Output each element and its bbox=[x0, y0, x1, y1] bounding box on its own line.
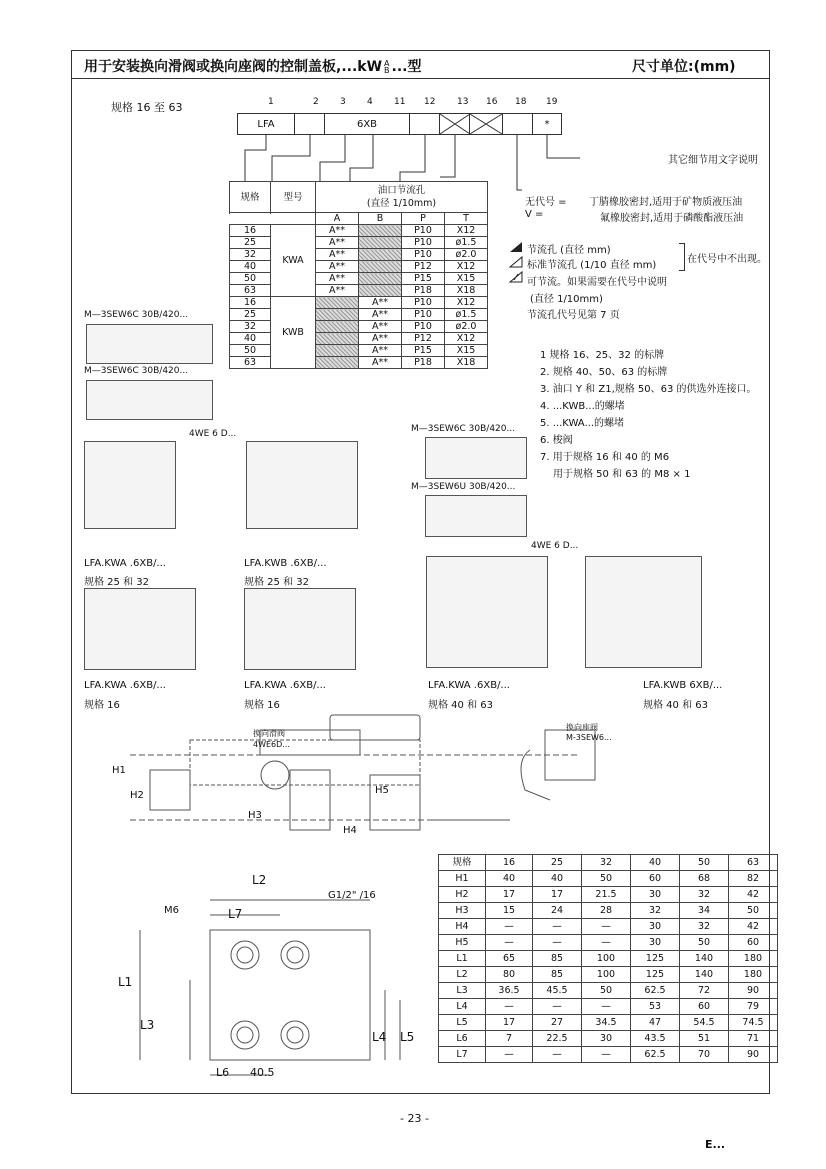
th-col-a: A bbox=[316, 213, 359, 225]
code-position-number: 18 bbox=[515, 97, 527, 107]
code-cell-size: 50 bbox=[230, 345, 271, 357]
dim-cell: 30 bbox=[631, 919, 680, 935]
seal-none-key: 无代号 = bbox=[525, 197, 567, 208]
code-cell-size: 16 bbox=[230, 297, 271, 309]
dim-cell: 17 bbox=[533, 887, 582, 903]
seal-none-value: 丁腈橡胶密封,适用于矿物质液压油 bbox=[589, 197, 743, 208]
schematic-m3sew-u bbox=[425, 495, 527, 537]
dim-table-row bbox=[439, 1047, 778, 1063]
code-cell-p: P12 bbox=[402, 261, 445, 273]
seat-valve-label: 换向座阀 bbox=[566, 723, 598, 732]
dim-cell: 79 bbox=[729, 999, 778, 1015]
code-position-number: 2 bbox=[313, 97, 319, 107]
th-col-t: T bbox=[445, 213, 488, 225]
dim-cell: — bbox=[582, 1047, 631, 1063]
dim-table-row bbox=[439, 967, 778, 983]
dim-cell: 42 bbox=[729, 887, 778, 903]
label-m3sew-u: M—3SEW6U 30B/420... bbox=[411, 482, 516, 492]
label-lfa-kwa-1: LFA.KWA .6XB/... bbox=[84, 558, 166, 569]
th-col-b: B bbox=[359, 213, 402, 225]
dim-cell: 50 bbox=[582, 983, 631, 999]
code-cell-b bbox=[359, 237, 402, 249]
dim-cell: — bbox=[533, 1047, 582, 1063]
code-cell-size: 50 bbox=[230, 273, 271, 285]
dim-cell: 34 bbox=[680, 903, 729, 919]
label-lfa-kwb-2: LFA.KWB 6XB/... bbox=[643, 680, 723, 691]
code-table-row bbox=[230, 345, 488, 357]
code-cell-t: X12 bbox=[445, 261, 488, 273]
dim-cell: 32 bbox=[680, 887, 729, 903]
legend-adjustable-sub: (直径 1/10mm) bbox=[530, 294, 603, 305]
label-lfa-kwa-3: LFA.KWA .6XB/... bbox=[244, 680, 326, 691]
dim-cell: — bbox=[582, 935, 631, 951]
code-cell-a: A** bbox=[316, 249, 359, 261]
dim-table-row bbox=[439, 871, 778, 887]
dim-cell: 30 bbox=[631, 935, 680, 951]
dim-cell: 60 bbox=[631, 871, 680, 887]
dim-cell: 85 bbox=[533, 951, 582, 967]
legend-bracket bbox=[679, 243, 685, 271]
label-lfa-kwa-4: LFA.KWA .6XB/... bbox=[428, 680, 510, 691]
th-type: 型号 bbox=[271, 182, 316, 213]
dim-cell: — bbox=[486, 999, 533, 1015]
schematic-kwb-40-63 bbox=[585, 556, 702, 668]
code-cell-a bbox=[316, 333, 359, 345]
dim-cell: 74.5 bbox=[729, 1015, 778, 1031]
code-cell-size: 25 bbox=[230, 237, 271, 249]
code-cell-t: X18 bbox=[445, 357, 488, 369]
dim-cell: 140 bbox=[680, 951, 729, 967]
schematic-kwa-25-32 bbox=[84, 441, 176, 529]
dim-cell: L1 bbox=[439, 951, 486, 967]
dim-cell: H3 bbox=[439, 903, 486, 919]
code-cell-t: X12 bbox=[445, 297, 488, 309]
code-table-row bbox=[230, 237, 488, 249]
code-cell-b bbox=[359, 273, 402, 285]
note-6: 6. 梭阀 bbox=[540, 435, 573, 446]
dim-cell: H1 bbox=[439, 871, 486, 887]
dim-cell: 70 bbox=[680, 1047, 729, 1063]
unit-label: 尺寸单位:(mm) bbox=[632, 59, 736, 75]
code-cell-p: P10 bbox=[402, 237, 445, 249]
slide-valve-label: 换向滑阀 bbox=[253, 729, 285, 738]
dim-cell: L5 bbox=[439, 1015, 486, 1031]
dim-cell: 24 bbox=[533, 903, 582, 919]
code-cell-t: X15 bbox=[445, 345, 488, 357]
dim-cell: 32 bbox=[631, 903, 680, 919]
note-2: 2. 规格 40、50、63 的标牌 bbox=[540, 367, 668, 378]
dim-table-row bbox=[439, 983, 778, 999]
dim-table-row bbox=[439, 1031, 778, 1047]
dim-cell: 53 bbox=[631, 999, 680, 1015]
dim-cell: L4 bbox=[439, 999, 486, 1015]
dim-h4: H4 bbox=[343, 825, 357, 836]
dim-cell: 17 bbox=[486, 1015, 533, 1031]
dim-cell: 36.5 bbox=[486, 983, 533, 999]
code-table-row bbox=[230, 309, 488, 321]
code-cell-size: 32 bbox=[230, 321, 271, 333]
dim-cell: 90 bbox=[729, 983, 778, 999]
dim-header-cell: 40 bbox=[631, 855, 680, 871]
dimension-table bbox=[438, 854, 778, 1063]
dim-cell: 85 bbox=[533, 967, 582, 983]
dim-cell: 34.5 bbox=[582, 1015, 631, 1031]
dim-cell: — bbox=[486, 935, 533, 951]
code-position-number: 1 bbox=[268, 97, 274, 107]
dim-cell: 7 bbox=[486, 1031, 533, 1047]
label-4we6d-1: 4WE 6 D... bbox=[189, 429, 237, 439]
orifice-code-table bbox=[229, 181, 488, 369]
label-m3sew-2: M—3SEW6C 30B/420... bbox=[84, 366, 189, 376]
note-3: 3. 油口 Y 和 Z1,规格 50、63 的供选外连接口。 bbox=[540, 384, 757, 395]
code-cell-a bbox=[316, 345, 359, 357]
dim-cell: L3 bbox=[439, 983, 486, 999]
code-cell-size: 63 bbox=[230, 285, 271, 297]
code-cell-p: P18 bbox=[402, 357, 445, 369]
dim-header-cell: 63 bbox=[729, 855, 778, 871]
dim-cell: 65 bbox=[486, 951, 533, 967]
th-orifice: 油口节流孔 (直径 1/10mm) bbox=[316, 182, 488, 213]
code-cell-p: P15 bbox=[402, 345, 445, 357]
code-cell-size: 63 bbox=[230, 357, 271, 369]
note-7b: 用于规格 50 和 63 的 M8 × 1 bbox=[553, 469, 691, 480]
th-col-p: P bbox=[402, 213, 445, 225]
other-details-note: 其它细节用文字说明 bbox=[668, 155, 758, 166]
dim-h3: H3 bbox=[248, 810, 262, 821]
code-cell-size: 32 bbox=[230, 249, 271, 261]
dim-h1: H1 bbox=[112, 765, 126, 776]
code-cell-p: P10 bbox=[402, 249, 445, 261]
dim-l4: L4 bbox=[372, 1030, 387, 1044]
dim-cell: 54.5 bbox=[680, 1015, 729, 1031]
dim-table-row bbox=[439, 999, 778, 1015]
dim-cell: — bbox=[533, 999, 582, 1015]
code-type-kwa: KWA bbox=[271, 225, 316, 297]
dim-l1: L1 bbox=[118, 975, 133, 989]
code-cell-size: 40 bbox=[230, 261, 271, 273]
schematic-kwa-40-63 bbox=[426, 556, 548, 668]
dim-cell: 17 bbox=[486, 887, 533, 903]
dim-cell: 125 bbox=[631, 951, 680, 967]
label-size-16-a: 规格 16 bbox=[84, 700, 120, 711]
dim-cell: 32 bbox=[680, 919, 729, 935]
code-cell-a bbox=[316, 297, 359, 309]
dim-l7: L7 bbox=[228, 907, 243, 921]
plan-view-drawing bbox=[120, 870, 440, 1090]
code-cell-a: A** bbox=[316, 237, 359, 249]
label-size-25-32-b: 规格 25 和 32 bbox=[244, 577, 309, 588]
orifice-icon bbox=[510, 242, 522, 252]
dim-table-row bbox=[439, 951, 778, 967]
label-lfa-kwa-2: LFA.KWA .6XB/... bbox=[84, 680, 166, 691]
code-cell-size: 40 bbox=[230, 333, 271, 345]
dim-cell: 45.5 bbox=[533, 983, 582, 999]
code-cell-t: ø2.0 bbox=[445, 321, 488, 333]
dim-cell: H4 bbox=[439, 919, 486, 935]
label-m3sew-3: M—3SEW6C 30B/420... bbox=[411, 424, 516, 434]
standard-orifice-icon bbox=[510, 257, 522, 267]
code-cell-b: A** bbox=[359, 357, 402, 369]
code-cell-t: X12 bbox=[445, 225, 488, 237]
page-title: 用于安装换向滑阀或换向座阀的控制盖板,...kW A B ...型 bbox=[84, 59, 422, 75]
dim-table-row bbox=[439, 919, 778, 935]
code-position-number: 4 bbox=[367, 97, 373, 107]
code-cell-t: X12 bbox=[445, 333, 488, 345]
code-table-row bbox=[230, 357, 488, 369]
dim-cell: — bbox=[582, 999, 631, 1015]
dim-cell: 28 bbox=[582, 903, 631, 919]
dim-table-row bbox=[439, 935, 778, 951]
code-cell-a bbox=[316, 321, 359, 333]
note-7: 7. 用于规格 16 和 40 的 M6 bbox=[540, 452, 670, 463]
schematic-kwa-16-a bbox=[84, 588, 196, 670]
label-size-16-b: 规格 16 bbox=[244, 700, 280, 711]
code-box-6xb: 6XB bbox=[324, 113, 410, 135]
dim-cell: 68 bbox=[680, 871, 729, 887]
code-cell-b bbox=[359, 261, 402, 273]
legend-bracket-note: 在代号中不出现。 bbox=[687, 254, 767, 265]
code-cell-a: A** bbox=[316, 261, 359, 273]
code-cell-b: A** bbox=[359, 345, 402, 357]
label-4we6d-2: 4WE 6 D... bbox=[531, 541, 579, 551]
legend-code-ref: 节流孔代号见第 7 页 bbox=[527, 310, 620, 321]
dim-cell: 180 bbox=[729, 967, 778, 983]
dim-cell: 50 bbox=[582, 871, 631, 887]
dim-cell: 72 bbox=[680, 983, 729, 999]
dim-header-cell: 50 bbox=[680, 855, 729, 871]
dim-header-cell: 16 bbox=[486, 855, 533, 871]
dim-cell: 42 bbox=[729, 919, 778, 935]
seal-v-key: V = bbox=[525, 209, 544, 220]
code-cell-b: A** bbox=[359, 309, 402, 321]
label-size-40-63-a: 规格 40 和 63 bbox=[428, 700, 493, 711]
dim-cell: 21.5 bbox=[582, 887, 631, 903]
code-cell-t: X15 bbox=[445, 273, 488, 285]
legend-standard-orifice: 标准节流孔 (1/10 直径 mm) bbox=[527, 260, 657, 271]
code-cell-size: 16 bbox=[230, 225, 271, 237]
code-table-row bbox=[230, 261, 488, 273]
dim-cell: L7 bbox=[439, 1047, 486, 1063]
code-cell-p: P15 bbox=[402, 273, 445, 285]
seat-valve-code: M-3SEW6... bbox=[566, 733, 612, 742]
code-cell-b: A** bbox=[359, 297, 402, 309]
code-cell-t: ø2.0 bbox=[445, 249, 488, 261]
dim-h5: H5 bbox=[375, 785, 389, 796]
note-1: 1 规格 16、25、32 的标牌 bbox=[540, 350, 665, 361]
page-number: - 23 - bbox=[400, 1112, 429, 1125]
legend-adjustable: 可节流。如果需要在代号中说明 bbox=[527, 277, 667, 288]
dim-cell: — bbox=[533, 935, 582, 951]
dim-cell: — bbox=[582, 919, 631, 935]
th-size: 规格 bbox=[230, 182, 271, 213]
code-cell-b: A** bbox=[359, 321, 402, 333]
dim-l2: L2 bbox=[252, 873, 267, 887]
dim-g12: G1/2" /16 bbox=[328, 890, 376, 901]
dim-cell: 180 bbox=[729, 951, 778, 967]
slide-valve-code: 4WE6D... bbox=[253, 740, 290, 749]
note-5: 5. ...KWA...的螺堵 bbox=[540, 418, 624, 429]
code-cell-b bbox=[359, 285, 402, 297]
footer-mark: E... bbox=[705, 1138, 726, 1151]
size-range-label: 规格 16 至 63 bbox=[111, 101, 183, 114]
code-cell-size: 25 bbox=[230, 309, 271, 321]
dim-cell: 62.5 bbox=[631, 1047, 680, 1063]
dim-header-cell: 25 bbox=[533, 855, 582, 871]
schematic-kwb-25-32 bbox=[246, 441, 358, 529]
code-position-number: 11 bbox=[394, 97, 406, 107]
dim-l6: L6 bbox=[216, 1066, 230, 1079]
schematic-m3sew-2 bbox=[86, 380, 213, 420]
label-lfa-kwb-1: LFA.KWB .6XB/... bbox=[244, 558, 327, 569]
dim-cell: 27 bbox=[533, 1015, 582, 1031]
dim-cell: 50 bbox=[680, 935, 729, 951]
dim-table-row bbox=[439, 1015, 778, 1031]
code-cell-t: ø1.5 bbox=[445, 309, 488, 321]
dim-header-cell: 32 bbox=[582, 855, 631, 871]
code-cell-a: A** bbox=[316, 285, 359, 297]
code-box-star: * bbox=[532, 113, 562, 135]
dim-l3: L3 bbox=[140, 1018, 155, 1032]
code-cell-p: P10 bbox=[402, 297, 445, 309]
label-size-25-32-a: 规格 25 和 32 bbox=[84, 577, 149, 588]
dim-cell: L2 bbox=[439, 967, 486, 983]
dim-cell: 50 bbox=[729, 903, 778, 919]
dim-cell: 30 bbox=[582, 1031, 631, 1047]
code-cell-p: P18 bbox=[402, 285, 445, 297]
note-4: 4. ...KWB...的螺堵 bbox=[540, 401, 625, 412]
dim-m6: M6 bbox=[164, 905, 179, 916]
dim-table-row bbox=[439, 903, 778, 919]
dim-h2: H2 bbox=[130, 790, 144, 801]
dim-cell: 100 bbox=[582, 967, 631, 983]
schematic-kwa-16-b bbox=[244, 588, 356, 670]
code-cell-a: A** bbox=[316, 225, 359, 237]
dim-cell: 60 bbox=[680, 999, 729, 1015]
code-cell-a bbox=[316, 309, 359, 321]
legend-orifice: 节流孔 (直径 mm) bbox=[527, 245, 611, 256]
dim-cell: H5 bbox=[439, 935, 486, 951]
dim-cell: 100 bbox=[582, 951, 631, 967]
code-table-row bbox=[230, 273, 488, 285]
code-cell-p: P12 bbox=[402, 333, 445, 345]
code-position-number: 16 bbox=[486, 97, 498, 107]
code-table-row bbox=[230, 285, 488, 297]
code-position-number: 19 bbox=[546, 97, 558, 107]
code-table-row bbox=[230, 297, 488, 309]
dim-cell: 90 bbox=[729, 1047, 778, 1063]
code-position-number: 3 bbox=[340, 97, 346, 107]
code-cell-b: A** bbox=[359, 333, 402, 345]
dim-cell: 40 bbox=[486, 871, 533, 887]
code-table-row bbox=[230, 333, 488, 345]
dim-cell: 51 bbox=[680, 1031, 729, 1047]
dim-cell: 22.5 bbox=[533, 1031, 582, 1047]
code-table-row bbox=[230, 321, 488, 333]
code-table-row bbox=[230, 249, 488, 261]
dim-cell: 47 bbox=[631, 1015, 680, 1031]
seal-v-value: 氟橡胶密封,适用于磷酸酯液压油 bbox=[600, 213, 744, 224]
dim-cell: 30 bbox=[631, 887, 680, 903]
orifice-legend-icons bbox=[508, 240, 526, 310]
schematic-m3sew-1 bbox=[86, 324, 213, 364]
code-position-number: 12 bbox=[424, 97, 436, 107]
code-position-number: 13 bbox=[457, 97, 469, 107]
code-cell-t: ø1.5 bbox=[445, 237, 488, 249]
dim-cell: 140 bbox=[680, 967, 729, 983]
dim-cell: 40 bbox=[533, 871, 582, 887]
label-m3sew-1: M—3SEW6C 30B/420... bbox=[84, 310, 189, 320]
dim-cell: — bbox=[533, 919, 582, 935]
dim-cell: 15 bbox=[486, 903, 533, 919]
code-cell-b bbox=[359, 225, 402, 237]
code-type-kwb: KWB bbox=[271, 297, 316, 369]
dim-l5: L5 bbox=[400, 1030, 415, 1044]
dim-cell: 62.5 bbox=[631, 983, 680, 999]
schematic-m3sew-3 bbox=[425, 437, 527, 479]
code-cell-p: P10 bbox=[402, 225, 445, 237]
code-cell-a bbox=[316, 357, 359, 369]
code-cell-p: P10 bbox=[402, 309, 445, 321]
dim-cell: 125 bbox=[631, 967, 680, 983]
dim-cell: 82 bbox=[729, 871, 778, 887]
dim-header-cell: 规格 bbox=[439, 855, 486, 871]
code-cell-a: A** bbox=[316, 273, 359, 285]
label-size-40-63-b: 规格 40 和 63 bbox=[643, 700, 708, 711]
dim-40-5: 40.5 bbox=[250, 1066, 275, 1079]
code-cell-p: P10 bbox=[402, 321, 445, 333]
dim-cell: 71 bbox=[729, 1031, 778, 1047]
code-cell-t: X18 bbox=[445, 285, 488, 297]
dim-cell: 43.5 bbox=[631, 1031, 680, 1047]
code-box-lfa: LFA bbox=[237, 113, 295, 135]
dim-cell: 80 bbox=[486, 967, 533, 983]
code-table-row bbox=[230, 225, 488, 237]
dim-cell: L6 bbox=[439, 1031, 486, 1047]
dim-cell: H2 bbox=[439, 887, 486, 903]
dim-cell: — bbox=[486, 1047, 533, 1063]
dim-table-row bbox=[439, 887, 778, 903]
dim-cell: — bbox=[486, 919, 533, 935]
code-cell-b bbox=[359, 249, 402, 261]
dim-cell: 60 bbox=[729, 935, 778, 951]
